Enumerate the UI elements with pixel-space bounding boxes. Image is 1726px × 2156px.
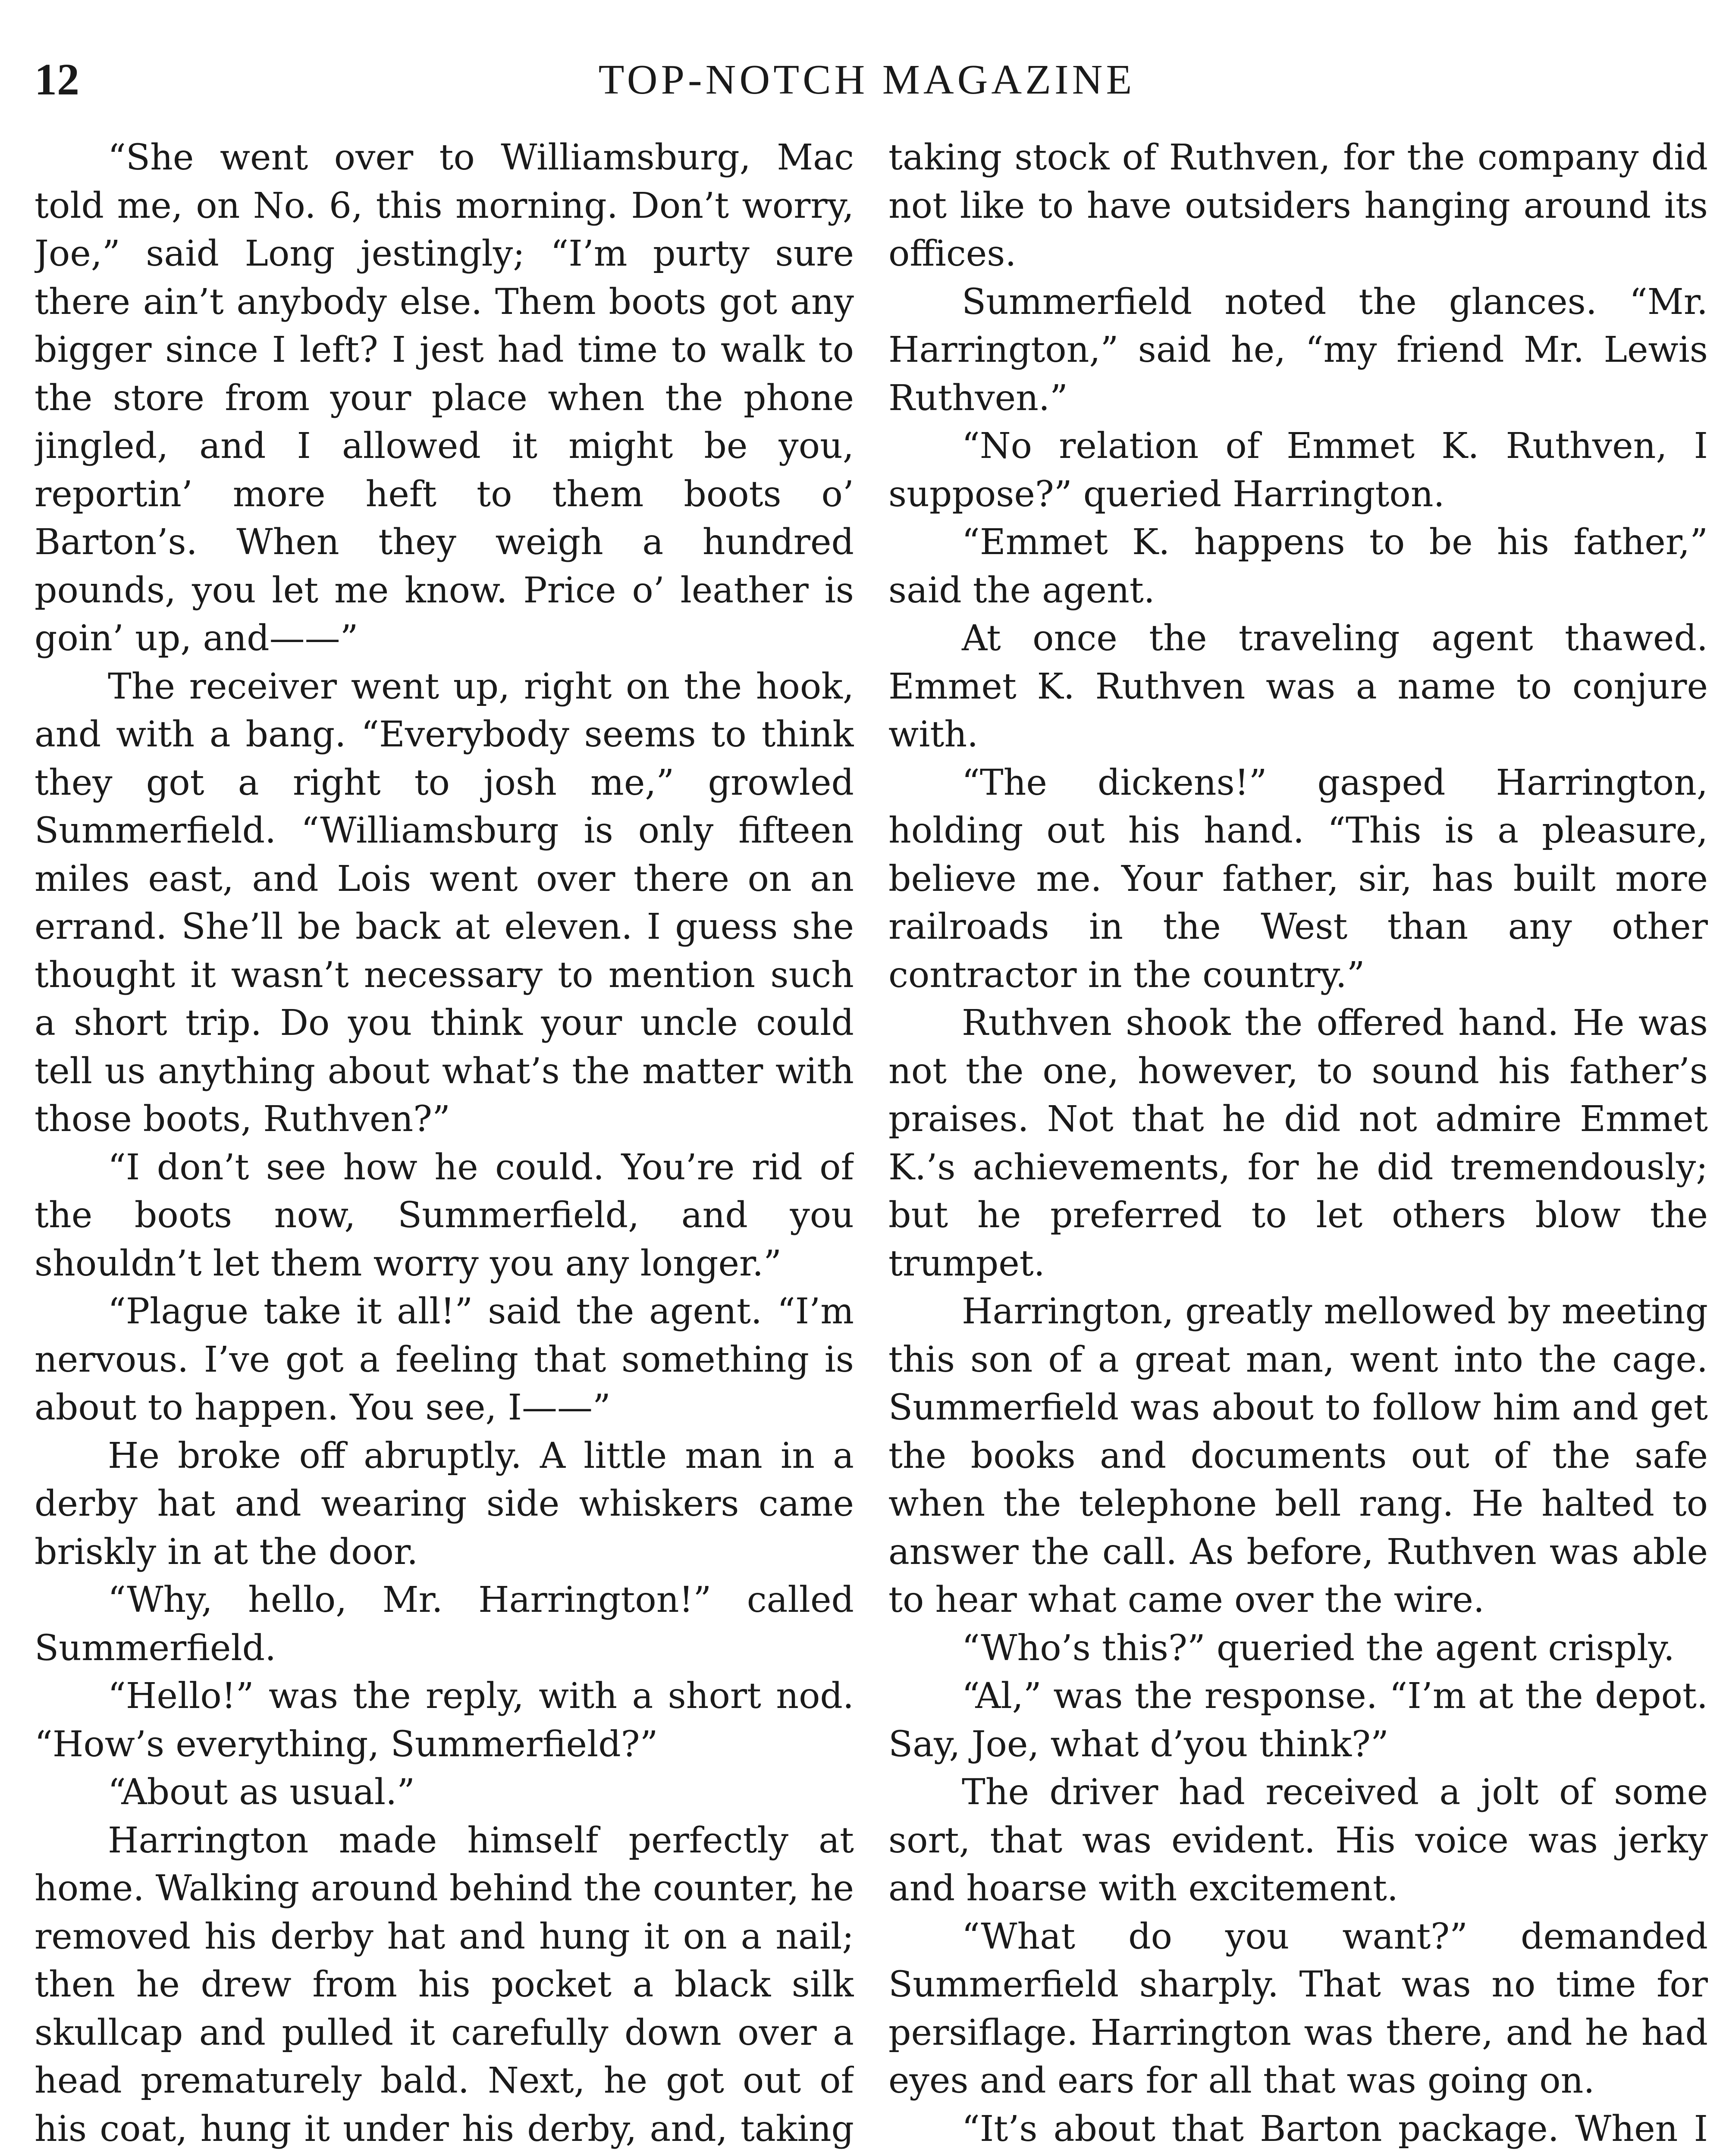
paragraph: The receiver went up, right on the hook, and with a bang. “Everybody seems to think they got a right to josh me,” growled Summerfield. “Williamsburg is only fifteen miles east, and Lois went over there on an errand. She’ll be back at eleven. I guess she thought it wasn’t necessary to mention such a short trip. Do you think your uncle could tell us anything about what’s the matter with those boots, Ruthven?” <box>35 666 854 1140</box>
paragraph: Harrington made himself perfectly at home. Walking around behind the counter, he removed his derby hat and hung it on a nail; then he drew from his pocket a black silk skullcap and pulled it carefully down over a head prematurely bald. Next, he got out of his coat, hung it under his derby, and, taking <box>35 1820 854 2150</box>
paragraph: “Plague take it all!” said the agent. “I’m nervous. I’ve got a feeling that something is about to happen. You see, I——” <box>35 1291 854 1428</box>
left-column <box>35 134 854 2156</box>
paragraph-continued: taking stock of Ruthven, for the company did not like to have outsiders hanging around its offices. <box>888 137 1708 274</box>
paragraph: “Who’s this?” queried the agent crisply. <box>962 1627 1675 1669</box>
page-header <box>35 52 1699 108</box>
paragraph: He broke off abruptly. A little man in a derby hat and wearing side whiskers came briskly in at the door. <box>35 1435 854 1573</box>
paragraph: Summerfield noted the glances. “Mr. Harrington,” said he, “my friend Mr. Lewis Ruthven.” <box>888 281 1708 419</box>
paragraph: “Why, hello, Mr. Harrington!” called Summerfield. <box>35 1579 854 1669</box>
paragraph: “Al,” was the response. “I’m at the depot. Say, Joe, what d’you think?” <box>888 1676 1708 1765</box>
paragraph: “About as usual.” <box>108 1772 415 1813</box>
paragraph: “Hello!” was the reply, with a short nod. “How’s everything, Summerfield?” <box>35 1676 854 1765</box>
page-number: 12 <box>35 55 79 104</box>
running-title: TOP-NOTCH MAGAZINE <box>598 56 1136 103</box>
paragraph: “She went over to Williamsburg, Mac told me, on No. 6, this morning. Don’t worry, Joe,” said Long jestingly; “I’m purty sure there ain’t anybody else. Them boots got any bigger since I left? I jest had time to walk to the store from your place when the phone jingled, and I allowed it might be you, reportin’ more heft to them boots o’ Barton’s. When they weigh a hundred pounds, you let me know. Price o’ leather is goin’ up, and——” <box>35 137 854 659</box>
paragraph: “I don’t see how he could. You’re rid of the boots now, Summerfield, and you shouldn’t let them worry you any longer.” <box>35 1147 854 1284</box>
paragraph: Harrington, greatly mellowed by meeting this son of a great man, went into the cage. Summerfield was about to follow him and get the books and documents out of the safe when the telephone bell rang. He halted to answer the call. As before, Ruthven was able to hear what came over the wire. <box>888 1291 1708 1620</box>
paragraph: The driver had received a jolt of some sort, that was evident. His voice was jerky and hoarse with excitement. <box>888 1772 1708 1909</box>
paragraph: “The dickens!” gasped Harrington, holding out his hand. “This is a pleasure, believe me. Your father, sir, has built more railroads in the West than any other contractor in the country.” <box>888 762 1708 996</box>
right-column <box>888 134 1708 2156</box>
paragraph: “What do you want?” demanded Summerfield sharply. That was no time for persiflage. Harrington was there, and he had eyes and ears for all that was going on. <box>888 1916 1708 2101</box>
paragraph: At once the traveling agent thawed. Emmet K. Ruthven was a name to conjure with. <box>888 618 1708 755</box>
paragraph: “Emmet K. happens to be his father,” said the agent. <box>888 522 1708 611</box>
paragraph: “No relation of Emmet K. Ruthven, I suppose?” queried Harrington. <box>888 426 1708 515</box>
paragraph: Ruthven shook the offered hand. He was not the one, however, to sound his father’s praises. Not that he did not admire Emmet K.’s achievements, for he did tremendously; but he preferred to let others blow the trumpet. <box>888 1003 1708 1284</box>
paragraph: “It’s about that Barton package. When I <box>962 2108 1708 2150</box>
